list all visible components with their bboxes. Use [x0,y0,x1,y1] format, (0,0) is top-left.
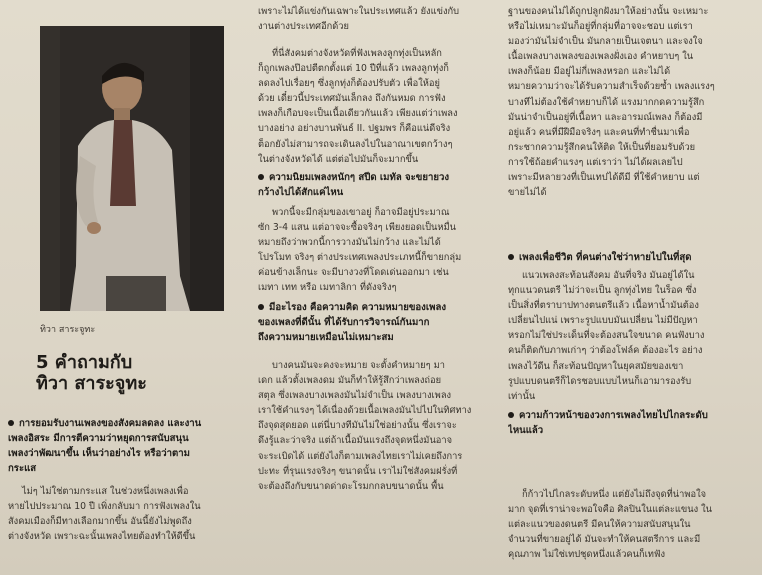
text-line: รูปแบบดนตรีก็ไดรชอบแบบไหนก็เอามารองรับ [508,375,692,387]
col1-question [8,416,254,476]
text-line: ก็ก้าวไปไกลระดับหนึ่ง แต่ยังไม่ถึงจุดที่น่าพอใจ [522,489,707,500]
portrait-figure-graphic [40,26,224,311]
text-line: จะระเบิดได้ แต่ยังไงก็ตามเพลงไทยเราไม่เคยถึงการ [258,450,463,462]
bullet-icon [508,254,514,260]
col3-question-2 [508,408,756,438]
bullet-icon [258,174,264,180]
text-line: คุณภาพ ไม่ใช่เทปชุดหนึ่งแล้วคนก็เทฟัง [508,549,666,561]
bullet-icon [258,304,264,310]
question-line [8,416,254,431]
text-line: งานต่างประเทศอีกด้วย [258,21,349,33]
col2-block-a [258,4,500,34]
text-line: ที่นี่สังคมต่างจังหวัดที่ฟังเพลงลูกทุ่งเป็นหลัก [272,48,442,59]
text-line: หายไปประมาณ 10 ปี เพิ่งกลับมา การฟังเพลงใน [8,501,201,513]
question-text: ความนิยมเพลงหนักๆ สปีด เมทัล จะขยายวง [269,172,450,183]
text-line: เราใช้คำแรงๆ ได้เนื่องด้วยเนื้อเพลงมันไปไปในทิศทาง [258,405,472,417]
text-line: เดก แล้วตั้งเพลงดม มันก็ทำให้รู้สึกว่าเพลงถ่อย [258,375,442,387]
question-line: ไหนแล้ว [508,425,544,436]
text-line: เท่านั้น [508,390,536,402]
text-line: ต่างจังหวัด เพราะฉะนั้นเพลงไทยต้องทำให้ดีขึ้น [8,531,196,543]
text-line: ฐานของคนไม่ได้ถูกปลูกฝังมาให้อย่างนั้น จะเหมาะ [508,6,709,17]
text-line: ขายไม่ได้ [508,187,547,199]
text-line: เพลงก็เกือบจะเป็นเนื้อเดียวกันแล้ว เพียงแต่ว่าเพลง [258,108,458,120]
column-3 [508,0,756,575]
text-line: บางทีไม่ต้องใช้คำหยาบก็ได้ แรงมากกดความรู้สึก [508,96,705,108]
text-line: มาก จุดที่เราน่าจะพอใจคือ ศิลปินในแต่ละแขนง ใน [508,504,712,516]
col2-block-b [258,46,500,167]
text-line: ลดลงไปเรื่อยๆ ซึ่งลูกทุ่งก็ต้องปรับตัว เพื่อให้อยู่ [258,78,440,90]
question-line: ของเพลงที่ดีนั้น ที่ได้รับการวิจารณ์กันมาก [258,317,430,328]
text-line: เปลี่ยนไปแน่ เพราะรูปแบบมันเปลี่ยน ไม่มีปัญหา [508,315,698,327]
question-text: การยอมรับงานเพลงของสังคมลดลง และงาน [19,418,202,429]
question-line: เพลงอิสระ มีการตีความว่าหยุดการสนับสนุน [8,433,189,444]
column-2 [258,0,500,575]
text-line: ดึงรู้และว่าจริง แต่ถ้าเนื้อมันแรงถึงจุดหนึ่งมันอาจ [258,435,453,447]
text-line: ถึงจุดสุดยอด แต่นี่บางทีมันไม่ใช่อย่างนั้น ซึ่งเราจะ [258,420,457,432]
portrait-photo [40,26,224,311]
text-line: เพลงไว้ดีน ก็สะท้อนปัญหาในยุคสมัยของเขา [508,360,684,372]
text-line: อยู่แล้ว คนที่มีฝีมือจริงๆ และคนที่ทำชื่นมาเพื่อ [508,126,690,138]
text-line: กระชากความรู้สึกคนให้ติด ให้เป็นที่ยอมรับด้วย [508,141,696,153]
text-line: หมายถึงว่าพวกนี้การวางมันไม่กว้าง และไม่ได้ [258,237,441,249]
photo-caption: ทิวา สาระจูทะ [40,325,96,335]
question-text: มีอะไรอง คือความคิด ความหมายของเพลง [269,302,447,313]
text-line: เนื้อเพลงบางเพลงของเพลงฝั่งเอง คำหยาบๆ ใน [508,51,694,63]
question-text: ความก้าวหน้าของวงการเพลงไทยไปไกลระดับ [519,410,708,421]
question-line: ถึงความหมายเหมือนไม่เหมาะสม [258,332,394,343]
text-line: หมายความว่าจะได้รับความสำเร็จด้วยซ้ำ เพลงแรงๆ [508,81,715,93]
text-line: ปะทะ ที่รุนแรงจริงๆ ขนาดนั้น เราไม่ใช่สังคมฝรั่งที่ [258,465,458,477]
question-line: กระแส [8,463,37,474]
interview-title [36,352,246,394]
text-line: บางคนมันจะคงจะหมาย จะตั้งคำหมายๆ มา [272,360,445,371]
text-line: บางอย่าง อย่างบานพันธ์ II. ปฐมพร ก็คือแน่ดีจริง [258,123,451,135]
text-line: ค่อนข้างเล็กนะ จะมีบางวงที่โดดเด่นออกมา เช่น [258,267,449,279]
text-line: มันน่าจำเป็นอยู่ที่เนื้อหา และอารมณ์เพลง ก็ต้องมี [508,111,703,123]
text-line: ในต่างจังหวัดได้ แต่ต่อไปมันก็จะมากขึ้น [258,153,419,165]
bullet-icon [8,420,14,426]
col2-question-2 [258,300,500,345]
text-line: หรอกไม่ใช่ประเด็นที่จะต้องสนใจขนาด คนฟังบาง [508,330,705,342]
text-line: สังคมเมืองก็มีทางเลือกมากขึ้น อันนี้ยังไม่พูดถึง [8,516,192,528]
text-line: สตุล ซึ่งเพลงบางเพลงมันไม่จำเป็น เพลงบางเพลง [258,390,452,402]
interview-title-line-2: ทิวา สาระจูทะ [36,373,147,394]
text-line: ไม่ๆ ไม่ใช่ตามกระแส ในช่วงหนึ่งเพลงเพื่อ [22,486,189,497]
text-line: คนก็ติดกับภาพเก่าๆ ว่าต้องโฟล์ค ต้องอะไร อย่าง [508,345,703,357]
bullet-icon [508,412,514,418]
col3-block-b [508,268,756,404]
text-line: เมทา เทท หรือ เมทาลิกา ที่ดังจริงๆ [258,282,397,294]
text-line: เพลงก็น้อย มีอยู่ไม่กี่เพลงหรอก และไม่ได้ [508,66,671,78]
question-line [508,408,756,423]
text-line: เป็นสิ่งที่ตราบาปทางตนตรีแล้ว เนื้อหาน้ำมันต้อง [508,300,699,312]
text-line: มองว่ามันไม่จำเป็น มันกลายเป็นเจตนา และจงใจ [508,36,703,48]
text-line: จะต้องถึงกับขนาดด่าดะโรมกกลบขนาดนั้น พื้น [258,480,444,492]
text-line: จำนวนที่ขายอยู่ได้ มันจะทำให้คนสตรีการ และมี [508,534,701,546]
col3-block-c [508,487,756,562]
text-line: แนวเพลงสะท้อนสังคม อันที่จริง มันอยู่ได้ใน [522,270,695,281]
question-line [258,170,500,185]
text-line: โปรโมท จริงๆ ต่างประเทศเพลงประเภทนี้ก็ขายกลุ่ม [258,252,462,264]
question-text: เพลงเพื่อชีวิต ที่คนต่างใช่ว่าหายไปในที่สุด [519,252,692,263]
text-line: พวกนี้จะมีกลุ่มของเขาอยู่ ก็อาจมีอยู่ประมาณ [272,207,450,218]
question-line [258,300,500,315]
col2-block-d [258,358,500,494]
column-1 [8,0,254,575]
text-line: แต่ละแนวของดนตรี มีคนให้ความสนับสนุนใน [508,519,691,531]
col2-block-c [258,205,500,296]
text-line: เพราะไม่ได้แข่งกันเฉพาะในประเทศแล้ว ยังแข่งกับ [258,6,460,17]
text-line: ทุกแนวดนตรี ไม่ว่าจะเป็น ลูกทุ่งไทย ในร็อค ซึ่ง [508,285,697,297]
text-line: ต็อกยังไม่สามารถจะเดินลงไปในอาณาเขตกว้างๆ [258,138,453,150]
question-line: เพลงว่าพัฒนาขึ้น เห็นว่าอย่างไร หรือว่าตาม [8,448,190,459]
text-line: ด้วย เดี๋ยวนี้ประเทศมันเล็กลง ถึงกันหมด การฟัง [258,93,446,105]
text-line: การใช้ถ้อยคำแรงๆ แต่เราว่า ไม่ได้ผลเลยไป [508,156,683,168]
col1-answer [8,484,254,544]
question-line [508,250,756,265]
col2-question-1 [258,170,500,200]
text-line: หรือไม่เหมาะมันก็อยู่ที่กลุ่มที่อาจจะชอบ แต่เรา [508,21,693,33]
col3-question-1 [508,250,756,265]
interview-title-line-1: 5 คำถามกับ [36,352,133,373]
question-line: กว้างไปได้สักแค่ไหน [258,187,344,198]
text-line: ซัก 3-4 แสน แต่อาจจะซื้อจริงๆ เพียงยอดเป็นหมื่น [258,222,456,234]
text-line: เพราะมีหลายวงที่เป็นเทปได้ดีมี ที่ใช้คำหยาบ แต่ [508,172,700,184]
text-line: ก็ถูกเพลงป๊อปตีตกตั้งแต่ 10 ปีที่แล้ว เพลงลูกทุ่งก็ [258,63,449,75]
col3-block-a [508,4,756,200]
